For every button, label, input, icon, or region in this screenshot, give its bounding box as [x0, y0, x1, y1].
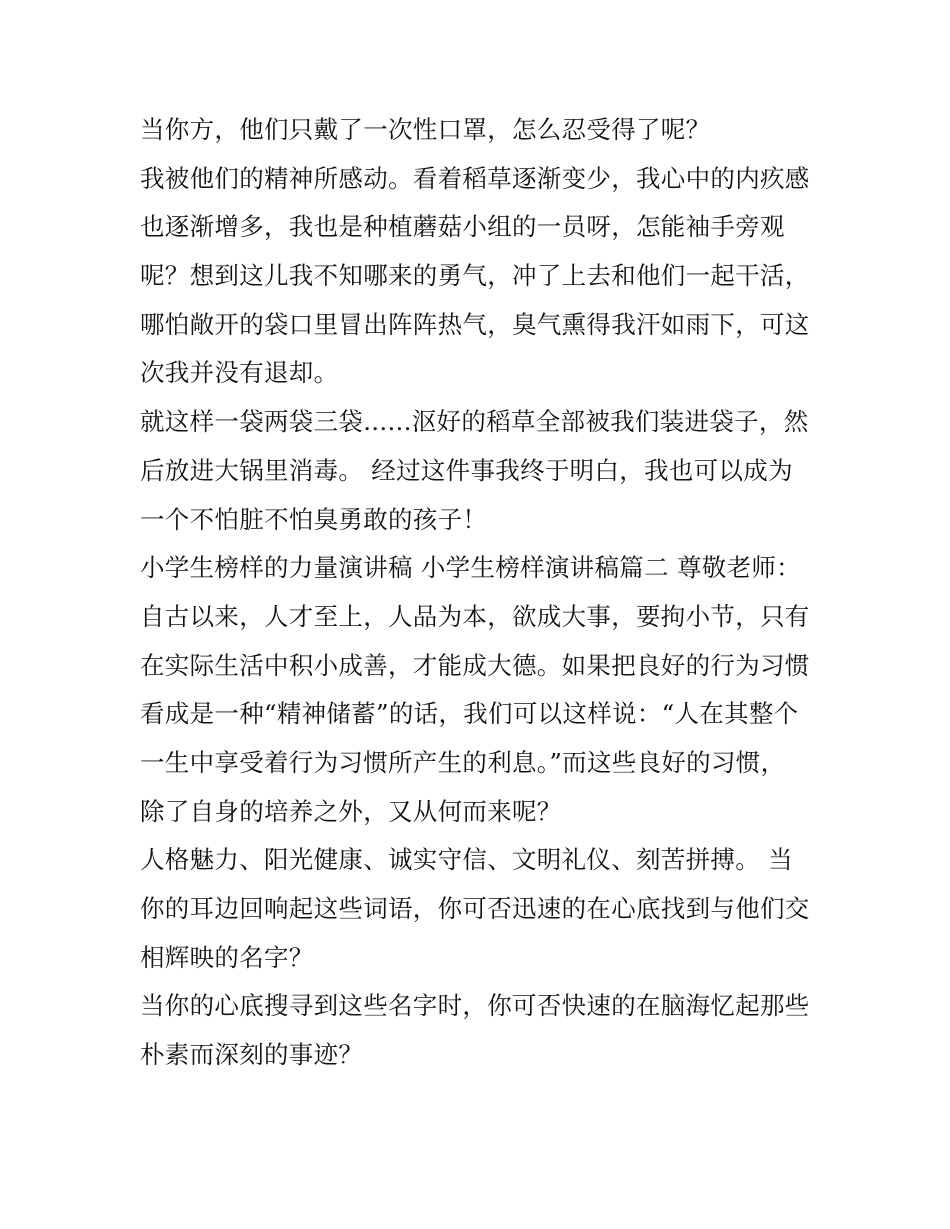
text-line: 我被他们的精神所感动。看着稻草逐渐变少，我心中的内疚感 [140, 163, 810, 193]
text-line: 后放进大锅里消毒。 经过这件事我终于明白，我也可以成为 [140, 455, 793, 485]
document-body [140, 106, 820, 1080]
text-line: 相辉映的名字？ [140, 942, 314, 972]
text-line: 就这样一袋两袋三袋......沤好的稻草全部被我们装进袋子，然 [140, 407, 809, 437]
text-line: 一个不怕脏不怕臭勇敢的孩子！ [140, 504, 488, 534]
text-line: 自古以来，人才至上，人品为本，欲成大事，要拘小节，只有 [140, 601, 810, 631]
text-line: 在实际生活中积小成善，才能成大德。如果把良好的行为习惯 [140, 650, 810, 680]
text-line: 也逐渐增多，我也是种植蘑菇小组的一员呀，怎能袖手旁观 [140, 212, 785, 242]
text-line: 呢？想到这儿我不知哪来的勇气，冲了上去和他们一起干活， [140, 261, 810, 291]
text-line: 次我并没有退却。 [140, 358, 339, 388]
text-line: 除了自身的培养之外，又从何而来呢？ [140, 796, 562, 826]
text-line: 哪怕敞开的袋口里冒出阵阵热气，臭气熏得我汗如雨下，可这 [140, 309, 810, 339]
text-line: 一生中享受着行为习惯所产生的利息。”而这些良好的习惯， [140, 747, 786, 777]
text-line: 人格魅力、阳光健康、诚实守信、文明礼仪、刻苦拼搏。 当 [140, 845, 793, 875]
text-line: 小学生榜样的力量演讲稿 小学生榜样演讲稿篇二 尊敬老师： [140, 553, 801, 583]
text-line: 当你方，他们只戴了一次性口罩，怎么忍受得了呢？ [140, 115, 711, 144]
text-line: 当你的心底搜寻到这些名字时，你可否快速的在脑海忆起那些 [140, 991, 810, 1021]
text-line: 看成是一种“精神储蓄”的话，我们可以这样说：“人在其整个 [140, 699, 799, 729]
text-line: 朴素而深刻的事迹？ [140, 1040, 364, 1070]
text-line: 你的耳边回响起这些词语，你可否迅速的在心底找到与他们交 [140, 894, 810, 923]
